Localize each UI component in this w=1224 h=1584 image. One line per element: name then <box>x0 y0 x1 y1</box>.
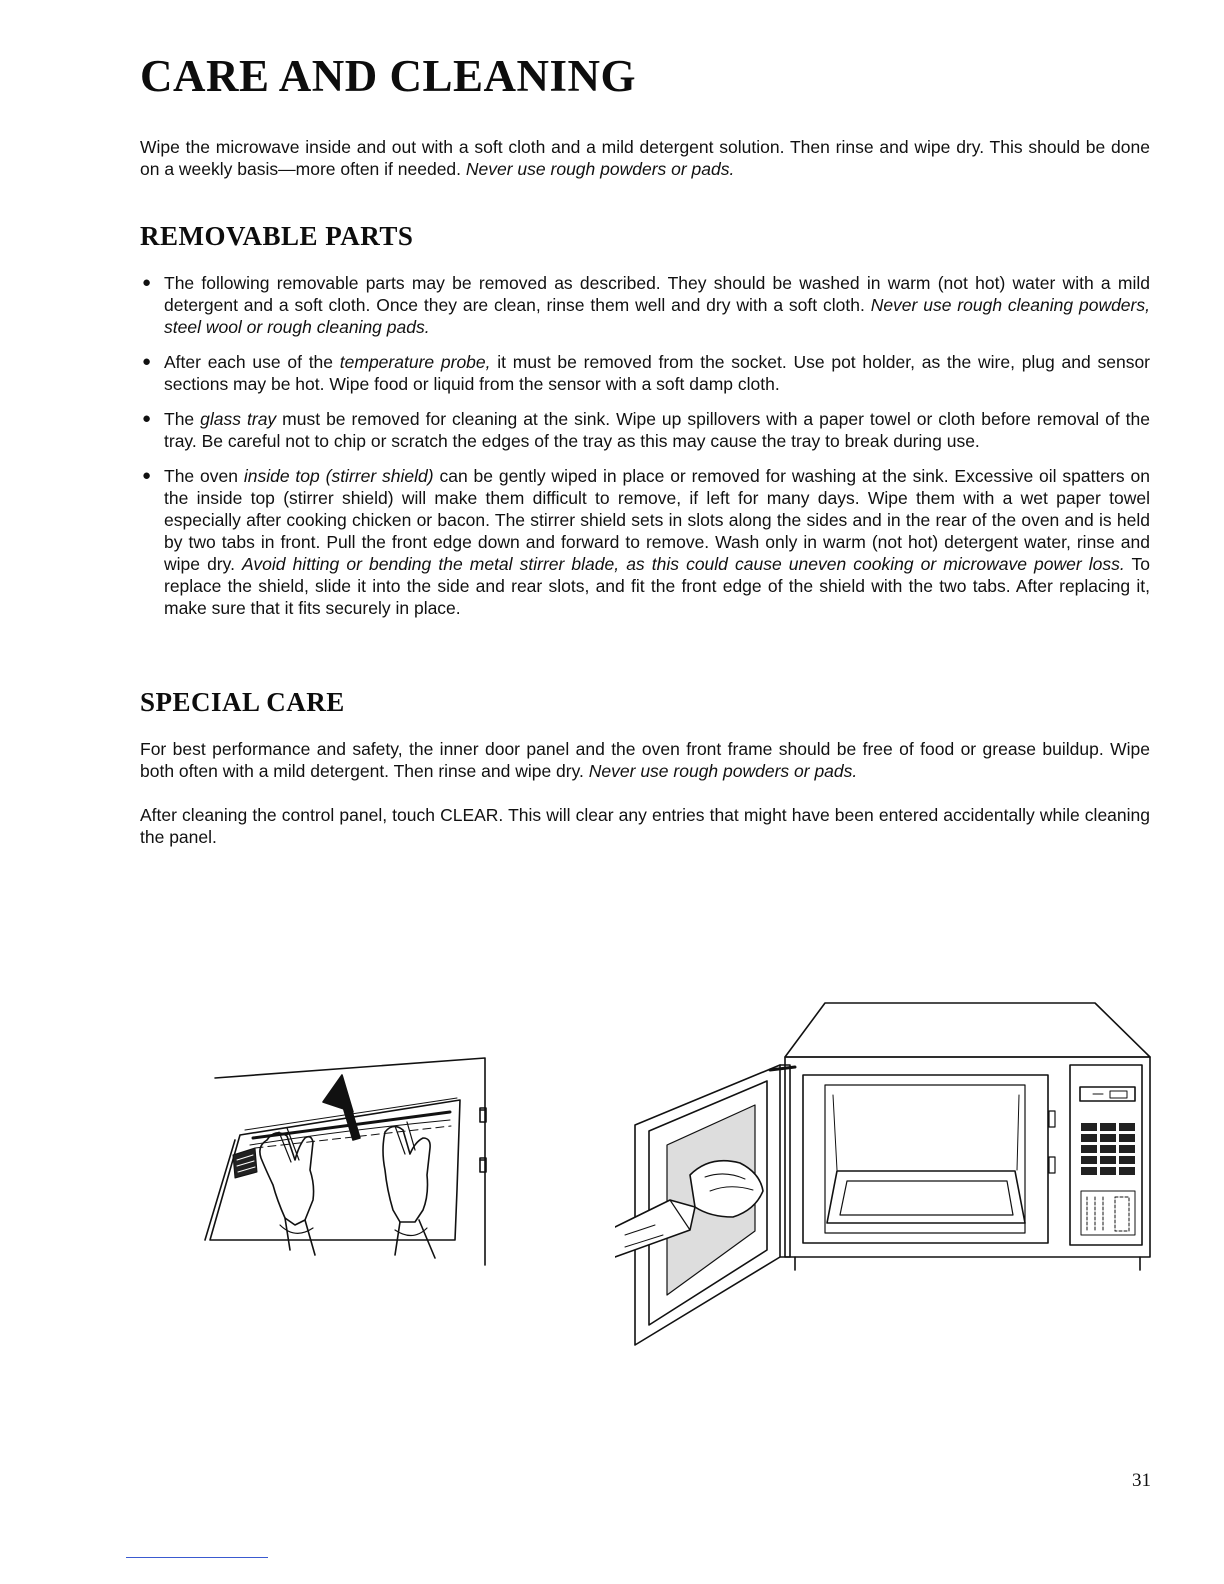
item-text: After each use of the <box>164 352 340 372</box>
item-text: it must be removed from the socket. Use pot holder, as the wire, plug and sensor sections may be hot. Wipe food or liquid from the sensor with a soft damp cloth. <box>164 352 1151 394</box>
oven-cavity <box>803 1075 1048 1243</box>
up-arrow-icon <box>323 1075 360 1140</box>
list-item <box>140 351 1150 395</box>
list-item <box>140 465 1150 619</box>
bullet-icon: ● <box>142 410 152 427</box>
removable-parts-heading: REMOVABLE PARTS <box>140 221 414 251</box>
control-panel <box>1070 1065 1142 1245</box>
keypad-icon <box>1081 1123 1135 1175</box>
right-hand-icon <box>383 1122 435 1258</box>
item-text: The <box>164 409 201 429</box>
page-number: 31 <box>1132 1470 1151 1491</box>
item-text: The following removable parts may be removed as described. They should be washed in warm (not hot) water with a mild detergent and a soft cloth. Once they are clean, rinse them well and dry with a soft cloth. <box>164 273 1150 315</box>
bullet-icon: ● <box>142 467 152 484</box>
list-item <box>140 272 1150 338</box>
bullet-icon: ● <box>142 274 152 291</box>
item-emphasis: temperature probe, <box>339 352 491 372</box>
intro-paragraph <box>140 136 1150 180</box>
control-panel-paragraph: After cleaning the control panel, touch CLEAR. This will clear any entries that might have been entered accidentally while cleaning the panel. <box>140 805 1150 847</box>
left-hand-icon <box>260 1128 315 1255</box>
intro-warning: Never use rough powders or pads. <box>465 159 735 179</box>
page-title: CARE AND CLEANING <box>140 51 637 101</box>
item-warning: Avoid hitting or bending the metal stirrer blade, as this could cause uneven cooking or microwave power loss. <box>242 554 1125 574</box>
bullet-icon: ● <box>142 353 152 370</box>
footer-rule <box>126 1557 268 1558</box>
item-text: To replace the shield, slide it into the side and rear slots, and fit the front edge of the shield with the two tabs. After replacing it, make sure that it fits securely in place. <box>164 554 1150 618</box>
item-text: must be removed for cleaning at the sink. Wipe up spillovers with a paper towel or cloth before removal of the tray. Be careful not to chip or scratch the edges of the tray as this may cause the tray to break during use. <box>164 409 1150 451</box>
item-text: The oven <box>164 466 244 486</box>
microwave-illustration <box>615 995 1160 1350</box>
item-text: can be gently wiped in place or removed for washing at the sink. Excessive oil spatters on the inside top (stirrer shield) will make them difficult to remove, if left for many days. Wipe them with a wet paper towel especially after cooking chicken or bacon. The stirrer shield sets in slots along the sides and in the rear of the oven and is held by two tabs in front. Pull the front edge down and forward to remove. Wash only in warm (not hot) detergent water, rinse and wipe dry. <box>164 466 1151 574</box>
stirrer-shield-illustration <box>195 1050 495 1270</box>
special-care-text: For best performance and safety, the inner door panel and the oven front frame should be free of food or grease buildup. Wipe both often with a mild detergent. Then rinse and wipe dry. <box>140 739 1150 781</box>
item-emphasis: glass tray <box>200 409 277 429</box>
item-emphasis: inside top (stirrer shield) <box>243 466 434 486</box>
intro-text: Wipe the microwave inside and out with a soft cloth and a mild detergent solution. Then rinse and wipe dry. This should be done on a weekly basis—more often if needed. <box>140 137 1150 179</box>
special-care-paragraph <box>140 738 1150 782</box>
list-item <box>140 408 1150 452</box>
grille-icon <box>233 1148 257 1178</box>
special-care-heading: SPECIAL CARE <box>140 687 345 717</box>
item-warning: Never use rough cleaning powders, steel wool or rough cleaning pads. <box>164 295 1150 337</box>
removable-parts-list <box>140 272 1150 632</box>
special-care-warning: Never use rough powders or pads. <box>588 761 858 781</box>
